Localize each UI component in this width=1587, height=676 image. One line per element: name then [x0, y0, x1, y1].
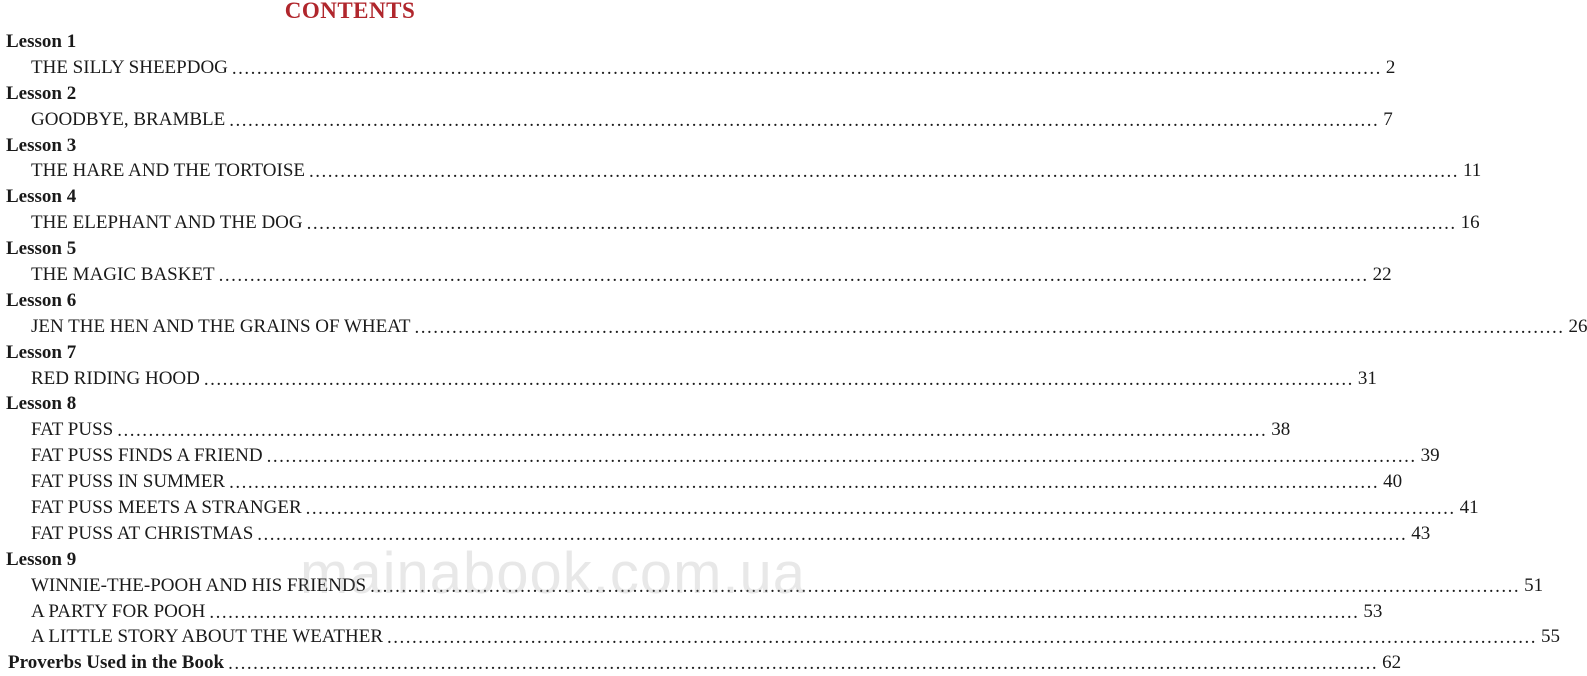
toc-entry-page-number: 31 — [1357, 367, 1377, 389]
toc-entry[interactable] — [0, 521, 1431, 547]
toc-entry-title: THE MAGIC BASKET — [31, 263, 215, 285]
toc-entry[interactable] — [0, 210, 1480, 236]
toc-entry-title: A PARTY FOR POOH — [31, 600, 206, 622]
dot-leader — [117, 420, 1267, 442]
dot-leader — [257, 524, 1407, 546]
lessons-list — [0, 29, 1587, 650]
watermark: mainabook.com.ua — [300, 541, 807, 606]
toc-entry-page-number: 2 — [1385, 56, 1396, 78]
toc-entry[interactable] — [0, 573, 1544, 599]
dot-leader — [229, 472, 1379, 494]
lesson-heading: Lesson 6 — [6, 289, 77, 311]
toc-entry[interactable] — [0, 443, 1440, 469]
toc-entry[interactable] — [0, 599, 1383, 625]
toc-entry[interactable] — [0, 314, 1587, 340]
toc-entry-page-number: 62 — [1382, 652, 1402, 674]
toc-entry-title: FAT PUSS — [31, 419, 114, 441]
lesson-heading: Lesson 7 — [6, 341, 77, 363]
lesson-heading: Lesson 9 — [6, 548, 77, 570]
toc-entry-page-number: 55 — [1541, 626, 1561, 648]
dot-leader — [414, 317, 1564, 339]
page-title: CONTENTS — [284, 0, 416, 23]
dot-leader — [387, 627, 1537, 649]
toc-entry-title: GOODBYE, BRAMBLE — [31, 108, 226, 130]
lesson-heading: Lesson 4 — [6, 186, 77, 208]
toc-entry-page-number: 16 — [1460, 212, 1480, 234]
dot-leader — [209, 602, 1359, 624]
toc-entry-page-number: 22 — [1372, 263, 1392, 285]
toc-entry-title: WINNIE-THE-POOH AND HIS FRIENDS — [31, 574, 367, 596]
toc-entry[interactable] — [0, 158, 1482, 184]
toc-entry-page-number: 53 — [1363, 600, 1383, 622]
toc-entry-title: FAT PUSS AT CHRISTMAS — [31, 522, 254, 544]
toc-entry[interactable] — [0, 495, 1479, 521]
toc-entry-page-number: 38 — [1271, 419, 1291, 441]
toc-entry-title: FAT PUSS MEETS A STRANGER — [31, 496, 302, 518]
toc-entry-title: RED RIDING HOOD — [31, 367, 200, 389]
dot-leader — [219, 265, 1369, 287]
toc-entry-title: Proverbs Used in the Book — [8, 652, 225, 674]
toc-entry-title: FAT PUSS IN SUMMER — [31, 471, 226, 493]
dot-leader — [307, 213, 1457, 235]
toc-entry-title: JEN THE HEN AND THE GRAINS OF WHEAT — [31, 315, 411, 337]
toc-entry[interactable] — [0, 417, 1291, 443]
toc-entry-page-number: 7 — [1383, 108, 1393, 130]
lesson-heading: Lesson 8 — [6, 393, 77, 415]
toc-entry-page-number: 41 — [1459, 496, 1479, 518]
table-of-contents — [0, 29, 1587, 676]
toc-entry-title: FAT PUSS FINDS A FRIEND — [31, 445, 263, 467]
toc-entry-page-number: 40 — [1383, 471, 1403, 493]
dot-leader — [309, 161, 1459, 183]
dot-leader — [229, 110, 1379, 132]
toc-entry[interactable] — [0, 262, 1392, 288]
toc-entry-page-number: 43 — [1411, 522, 1431, 544]
dot-leader — [267, 446, 1417, 468]
toc-entry[interactable] — [0, 55, 1396, 81]
toc-entry[interactable] — [0, 624, 1561, 650]
toc-entry[interactable] — [0, 469, 1403, 495]
lesson-heading: Lesson 2 — [6, 82, 77, 104]
toc-entry[interactable] — [0, 107, 1393, 133]
toc-entry-page-number: 11 — [1463, 160, 1482, 182]
toc-entry-proverbs[interactable] — [0, 650, 1402, 676]
toc-entry-title: THE SILLY SHEEPDOG — [31, 56, 228, 78]
dot-leader — [306, 498, 1456, 520]
dot-leader — [370, 576, 1520, 598]
toc-entry-title: A LITTLE STORY ABOUT THE WEATHER — [31, 626, 384, 648]
lesson-heading: Lesson 5 — [6, 238, 77, 260]
toc-entry-page-number: 51 — [1524, 574, 1544, 596]
toc-entry-page-number: 26 — [1568, 315, 1587, 337]
lesson-heading: Lesson 1 — [6, 30, 77, 52]
toc-entry-page-number: 39 — [1420, 445, 1440, 467]
toc-entry-title: THE HARE AND THE TORTOISE — [31, 160, 306, 182]
dot-leader — [232, 58, 1382, 80]
toc-entry-title: THE ELEPHANT AND THE DOG — [31, 212, 303, 234]
toc-entry[interactable] — [0, 366, 1377, 392]
dot-leader — [228, 653, 1378, 675]
lesson-heading: Lesson 3 — [6, 134, 77, 156]
dot-leader — [204, 369, 1354, 391]
